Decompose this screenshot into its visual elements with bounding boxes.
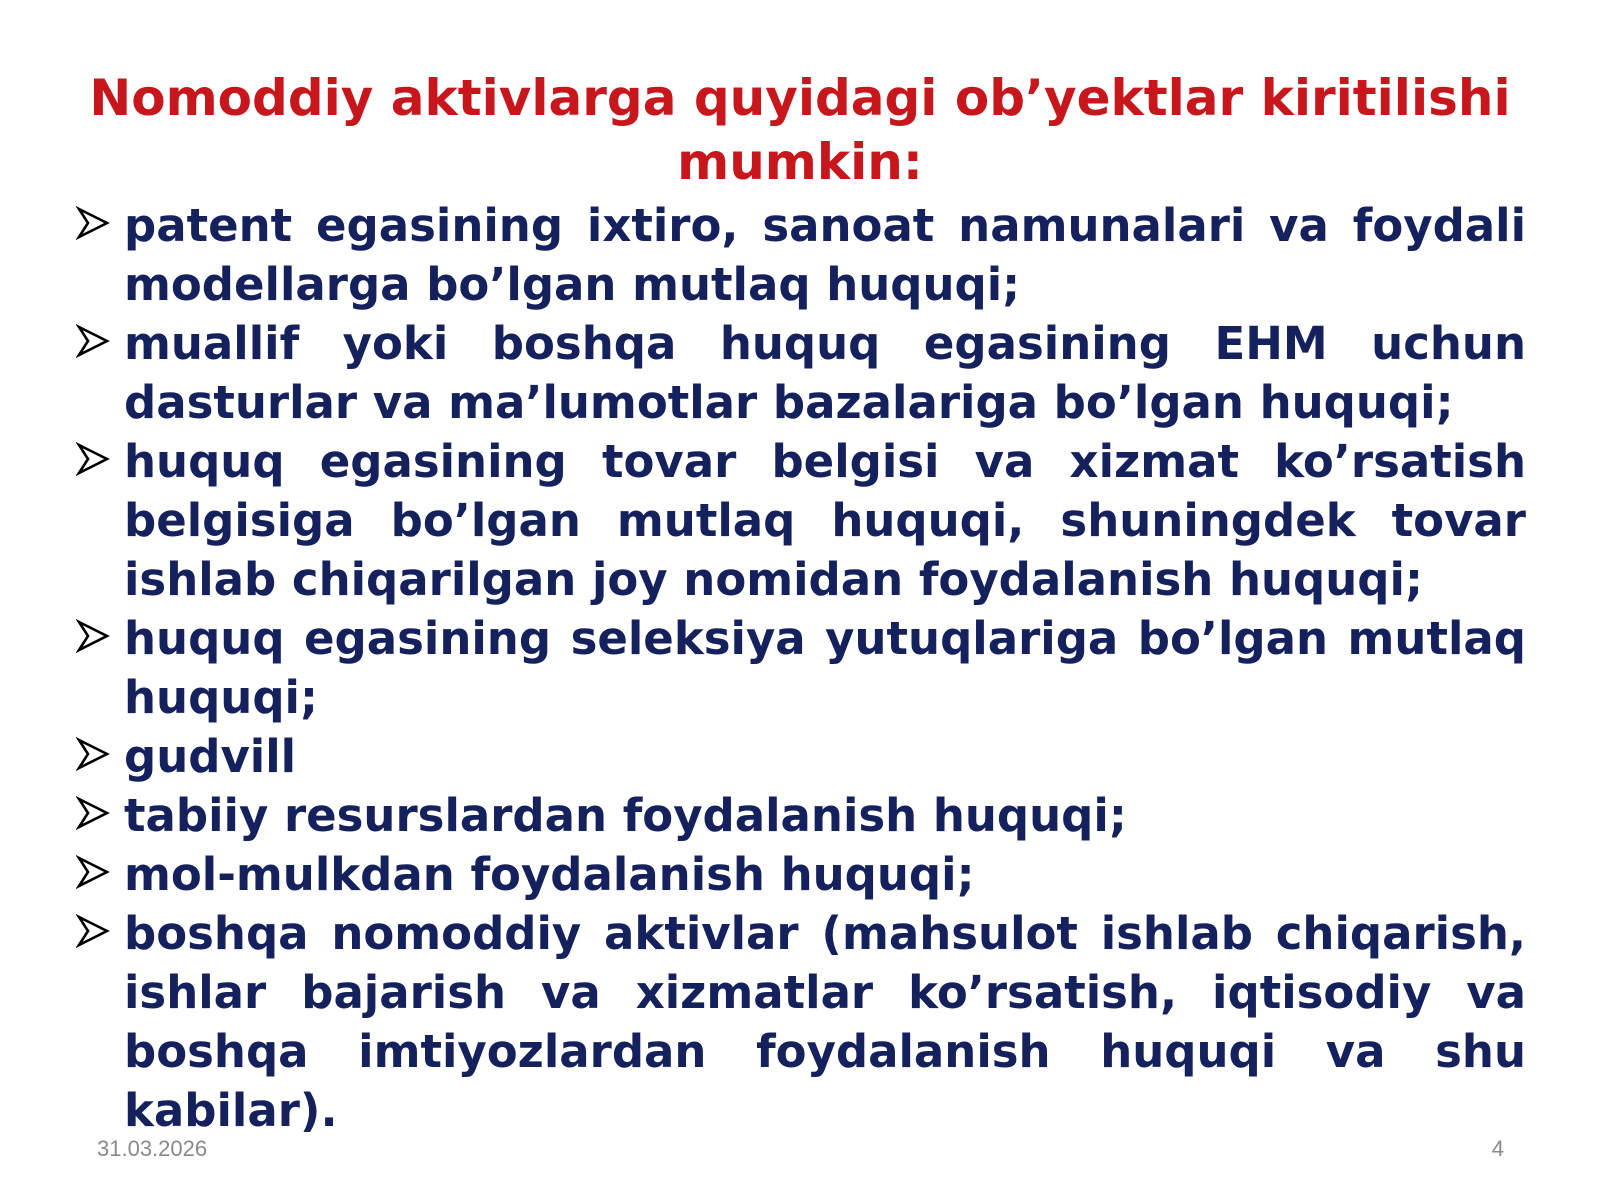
list-item-text: patent egasining ixtiro, sanoat namunalari va foydali modellarga bo’lgan mutlaq huquqi; [124, 199, 1526, 311]
list-item [76, 432, 1526, 609]
arrow-bullet-icon [76, 206, 110, 240]
list-item [76, 845, 1526, 904]
arrow-bullet-icon [76, 442, 110, 476]
list-item [76, 727, 1526, 786]
footer-date: 31.03.2026 [97, 1136, 208, 1161]
list-item [76, 609, 1526, 727]
arrow-bullet-icon [76, 914, 110, 948]
arrow-bullet-icon [76, 619, 110, 653]
page-number: 4 [1491, 1136, 1504, 1161]
arrow-bullet-icon [76, 796, 110, 830]
list-item-text: tabiiy resurslardan foydalanish huquqi; [124, 789, 1127, 842]
list-item [76, 196, 1526, 314]
list-item [76, 904, 1526, 1140]
list-item-text: huquq egasining tovar belgisi va xizmat ko’rsatish belgisiga bo’lgan mutlaq huquqi, shuningdek tovar ishlab chiqarilgan joy nomidan foydalanish huquqi; [124, 435, 1526, 606]
bullet-list [76, 196, 1526, 1140]
slide-title: Nomoddiy aktivlarga quyidagi ob’yektlar kiritilishi mumkin: [89, 69, 1511, 191]
arrow-bullet-icon [76, 855, 110, 889]
list-item-text: gudvill [124, 730, 297, 783]
list-item-text: muallif yoki boshqa huquq egasining EHM uchun dasturlar va ma’lumotlar bazalariga bo’lgan huquqi; [124, 317, 1526, 429]
list-item-text: mol-mulkdan foydalanish huquqi; [124, 848, 975, 901]
list-item [76, 786, 1526, 845]
list-item [76, 314, 1526, 432]
list-item-text: huquq egasining seleksiya yutuqlariga bo’lgan mutlaq huquqi; [124, 612, 1526, 724]
list-item-text: boshqa nomoddiy aktivlar (mahsulot ishlab chiqarish, ishlar bajarish va xizmatlar ko’rsatish, iqtisodiy va boshqa imtiyozlardan foydalanish huquqi va shu kabilar). [124, 907, 1526, 1137]
arrow-bullet-icon [76, 324, 110, 358]
arrow-bullet-icon [76, 737, 110, 771]
